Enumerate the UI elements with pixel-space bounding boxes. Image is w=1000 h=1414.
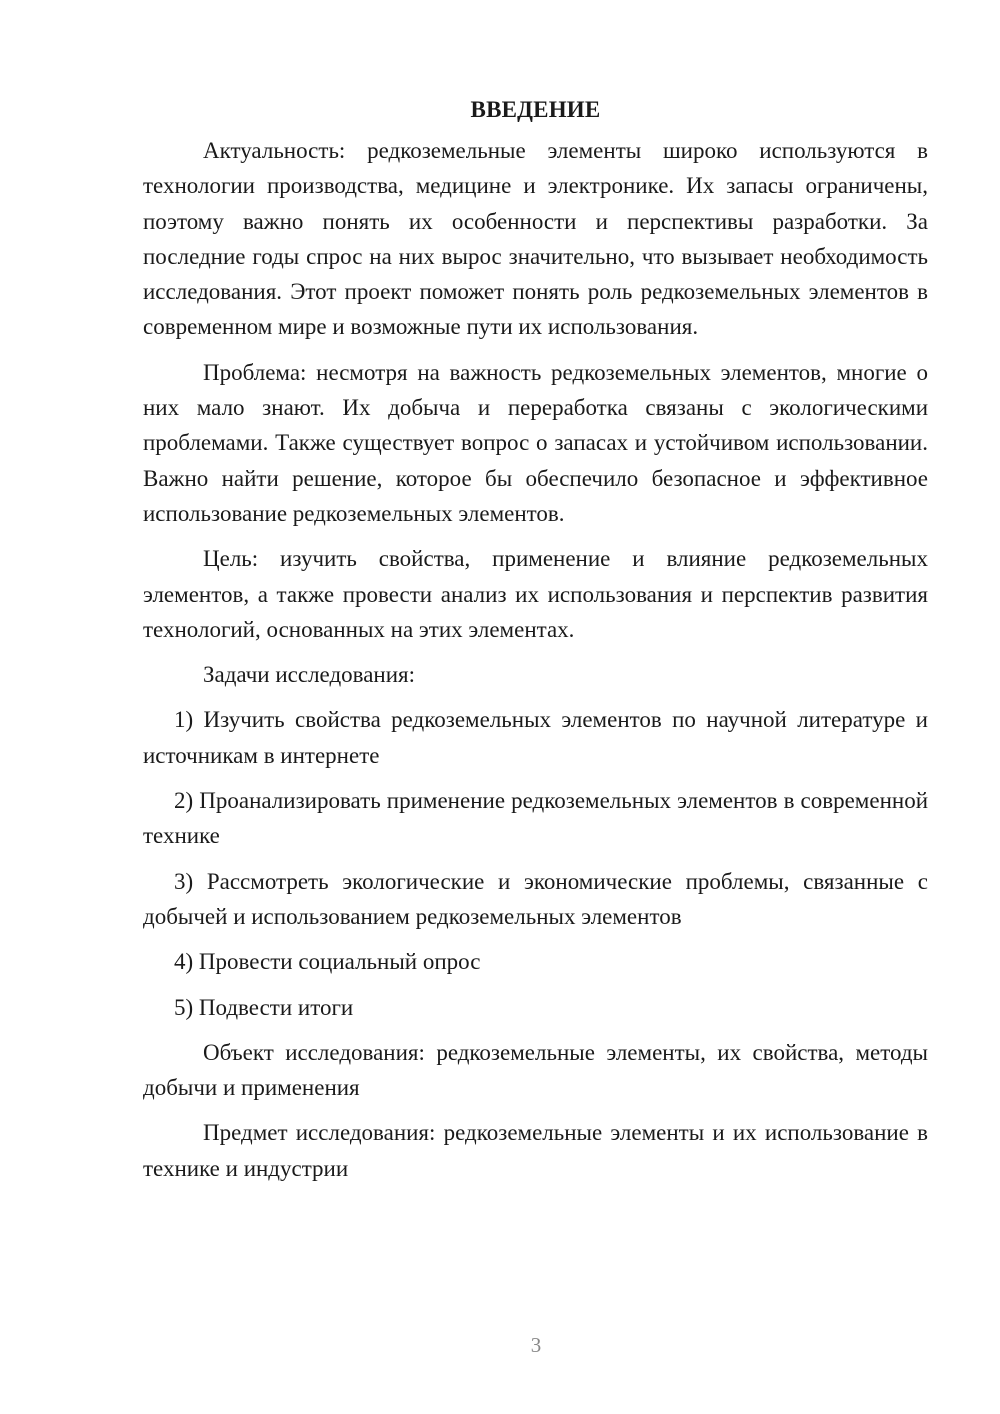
tasks-heading: Задачи исследования:	[203, 662, 416, 688]
goal-paragraph: Цель: изучить свойства, применение и влияние редкоземельных элементов, а также провести анализ их использования и перспектив развития технологий, основанных на этих элементах.	[143, 546, 928, 642]
task-item-3: 3) Рассмотреть экологические и экономические проблемы, связанные с добычей и использованием редкоземельных элементов	[143, 868, 928, 929]
problem-paragraph: Проблема: несмотря на важность редкоземельных элементов, многие о них мало знают. Их добыча и переработка связаны с экологическими проблемами. Также существует вопрос о запасах и устойчивом использовании. Важно найти решение, которое бы обеспечило безопасное и эффективное использование редкоземельных элементов.	[143, 359, 928, 526]
task-item-1: 1) Изучить свойства редкоземельных элементов по научной литературе и источникам в интернете	[143, 707, 928, 768]
document-title: ВВЕДЕНИЕ	[470, 97, 601, 122]
task-item-4: 4) Провести социальный опрос	[174, 949, 481, 975]
relevance-paragraph: Актуальность: редкоземельные элементы широко используются в технологии производства, медицине и электронике. Их запасы ограничены, поэтому важно понять их особенности и перспективы разработки. За последние годы спрос на них вырос значительно, что вызывает необходимость исследования. Этот проект поможет понять роль редкоземельных элементов в современном мире и возможные пути их использования.	[143, 138, 928, 340]
research-subject-paragraph: Предмет исследования: редкоземельные элементы и их использование в технике и индустрии	[143, 1120, 928, 1181]
page-number: 3	[530, 1333, 542, 1357]
research-object-paragraph: Объект исследования: редкоземельные элементы, их свойства, методы добычи и применения	[143, 1039, 928, 1101]
document-page	[143, 93, 928, 1196]
task-item-5: 5) Подвести итоги	[174, 994, 354, 1020]
task-item-2: 2) Проанализировать применение редкоземельных элементов в современной технике	[143, 788, 928, 849]
